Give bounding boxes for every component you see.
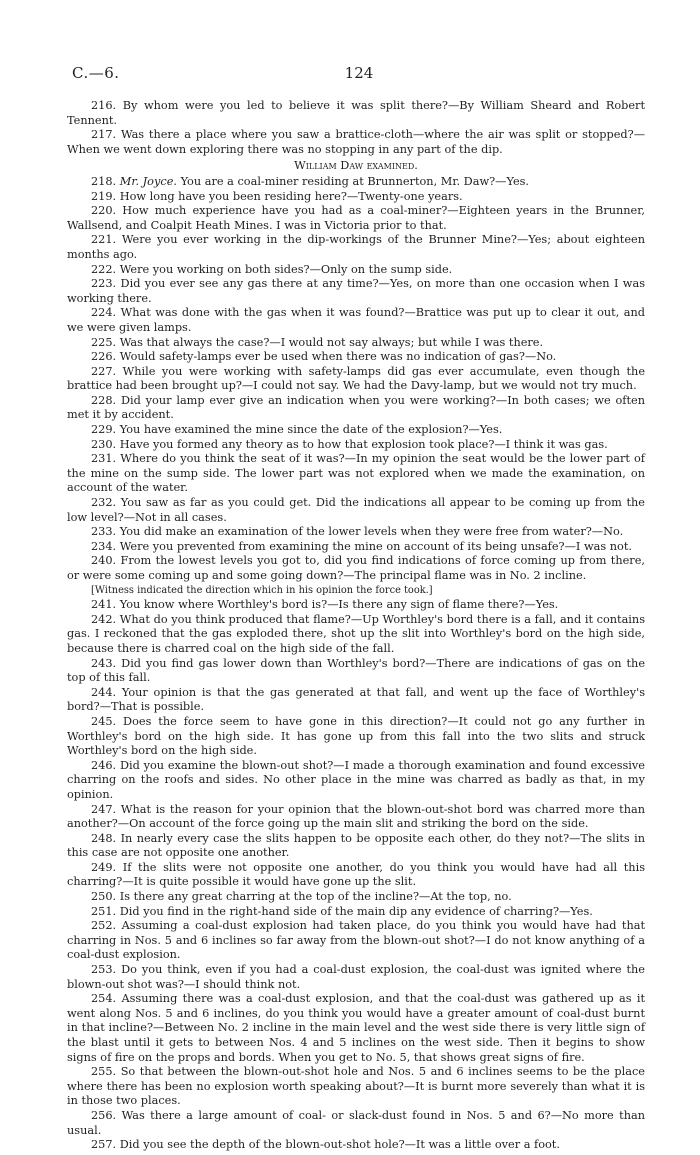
question-paragraph: 254. Assuming there was a coal-dust explosion, and that the coal-dust was gathered up as it went along Nos. 5 and 6 inclines, do you think you would have a greater amount of coal-dust burnt in that incline?—Between No. 2 incline in the main level and the west side there is very little sign of the blast until it gets to between Nos. 4 and 5 inclines on the west side. Then it begins to show signs of fire on the props and bords. When you get to No. 5, that shows great signs of fire. bbox=[67, 992, 645, 1064]
question-paragraph: 223. Did you ever see any gas there at any time?—Yes, on more than one occasion when I was working there. bbox=[67, 277, 645, 305]
question-paragraph: 241. You know where Worthley's bord is?—Is there any sign of flame there?—Yes. bbox=[91, 598, 559, 612]
question-paragraph: 227. While you were working with safety-lamps did gas ever accumulate, even though the brattice had been brought up?—I could not say. We had the Davy-lamp, but we would not try much. bbox=[67, 364, 645, 393]
question-paragraph: 225. Was that always the case?—I would not say always; but while I was there. bbox=[91, 335, 544, 349]
question-paragraph: 217. Was there a place where you saw a brattice-cloth—where the air was split or stopped?—When we went down exploring there was no stopping in any part of the dip. bbox=[67, 128, 645, 156]
question-paragraph: 216. By whom were you led to believe it was split there?—By William Sheard and Robert Tennent. bbox=[67, 99, 645, 127]
question-paragraph: 224. What was done with the gas when it was found?—Brattice was put up to clear it out, and we were given lamps. bbox=[67, 306, 645, 334]
question-paragraph: 226. Would safety-lamps ever be used when there was no indication of gas?—No. bbox=[91, 350, 557, 364]
question-paragraph: 250. Is there any great charring at the top of the incline?—At the top, no. bbox=[91, 890, 512, 904]
question-paragraph: 231. Where do you think the seat of it was?—In my opinion the seat would be the lower part of the mine on the sump side. The lower part was not explored when we made the examination, on account of the water. bbox=[67, 452, 645, 495]
question-paragraph: 220. How much experience have you had as a coal-miner?—Eighteen years in the Brunner, Wallsend, and Coalpit Heath Mines. I was in Victoria prior to that. bbox=[67, 204, 645, 232]
question-paragraph: 257. Did you see the depth of the blown-out-shot hole?—It was a little over a foot. bbox=[91, 1138, 560, 1152]
question-paragraph: 240. From the lowest levels you got to, did you find indications of force coming up from there, or were some coming up and some going down?—The principal flame was in No. 2 incline. bbox=[67, 554, 645, 582]
question-paragraph: 228. Did your lamp ever give an indication when you were working?—In both cases; we often met it by accident. bbox=[67, 393, 645, 422]
question-paragraph: 233. You did make an examination of the lower levels when they were free from water?—No. bbox=[91, 525, 624, 539]
question-paragraph: 218. Mr. Joyce. You are a coal-miner residing at Brunnerton, Mr. Daw?—Yes. bbox=[91, 174, 530, 188]
question-paragraph: 251. Did you find in the right-hand side of the main dip any evidence of charring?—Yes. bbox=[91, 904, 593, 918]
document-body bbox=[67, 99, 645, 1153]
question-paragraph: 242. What do you think produced that flame?—Up Worthley's bord there is a fall, and it contains gas. I reckoned that the gas exploded there, shot up the slit into Worthley's bord on the high side, because there is charred coal on the high side of the fall. bbox=[67, 612, 645, 655]
question-paragraph: 244. Your opinion is that the gas generated at that fall, and went up the face of Worthley's bord?—That is possible. bbox=[67, 685, 645, 714]
question-paragraph: 221. Were you ever working in the dip-workings of the Brunner Mine?—Yes; about eighteen months ago. bbox=[67, 233, 645, 261]
question-paragraph: 256. Was there a large amount of coal- or slack-dust found in Nos. 5 and 6?—No more than usual. bbox=[67, 1108, 645, 1137]
question-paragraph: 253. Do you think, even if you had a coal-dust explosion, the coal-dust was ignited where the blown-out shot was?—I should think not. bbox=[67, 963, 645, 991]
question-paragraph: 232. You saw as far as you could get. Did the indications all appear to be coming up from the low level?—Not in all cases. bbox=[67, 496, 645, 524]
question-paragraph: 229. You have examined the mine since the date of the explosion?—Yes. bbox=[91, 423, 503, 437]
question-paragraph: 247. What is the reason for your opinion that the blown-out-shot bord was charred more than another?—On account of the force going up the main slit and striking the bord on the side. bbox=[67, 802, 645, 831]
witness-note: [Witness indicated the direction which in his opinion the force took.] bbox=[91, 584, 433, 596]
question-paragraph: 222. Were you working on both sides?—Only on the sump side. bbox=[91, 262, 453, 276]
question-paragraph: 252. Assuming a coal-dust explosion had taken place, do you think you would have had that charring in Nos. 5 and 6 inclines so far away from the blown-out shot?—I do not know anything of a coal-dust explosion. bbox=[67, 919, 645, 962]
page-header bbox=[72, 66, 646, 86]
question-paragraph: 255. So that between the blown-out-shot hole and Nos. 5 and 6 inclines seems to be the place where there has been no explosion worth speaking about?—It is burnt more severely than what it is in those two places. bbox=[67, 1065, 645, 1108]
question-paragraph: 234. Were you prevented from examining the mine on account of its being unsafe?—I was not. bbox=[91, 539, 632, 553]
question-paragraph: 245. Does the force seem to have gone in this direction?—It could not go any further in Worthley's bord on the high side. It has gone up from this fall into the two slits and struck Worthley's bord on the high side. bbox=[67, 714, 645, 758]
page-number: 124 bbox=[344, 64, 374, 82]
section-heading: William Daw examined. bbox=[294, 159, 418, 173]
question-paragraph: 246. Did you examine the blown-out shot?—I made a thorough examination and found excessive charring on the roofs and sides. No other place in the mine was charred as badly as that, in my opinion. bbox=[67, 758, 645, 801]
speaker-name: Mr. Joyce. bbox=[119, 174, 177, 188]
question-paragraph: 230. Have you formed any theory as to how that explosion took place?—I think it was gas. bbox=[91, 437, 608, 451]
question-paragraph: 248. In nearly every case the slits happen to be opposite each other, do they not?—The slits in this case are not opposite one another. bbox=[67, 831, 645, 860]
question-paragraph: 243. Did you find gas lower down than Worthley's bord?—There are indications of gas on the top of this fall. bbox=[67, 656, 645, 685]
question-text: You are a coal-miner residing at Brunnerton, Mr. Daw?—Yes. bbox=[176, 174, 530, 188]
document-code: C.—6. bbox=[72, 64, 120, 82]
question-paragraph: 219. How long have you been residing here?—Twenty-one years. bbox=[91, 189, 463, 203]
question-paragraph: 249. If the slits were not opposite one another, do you think you would have had all this charring?—It is quite possible it would have gone up the slit. bbox=[67, 860, 645, 889]
